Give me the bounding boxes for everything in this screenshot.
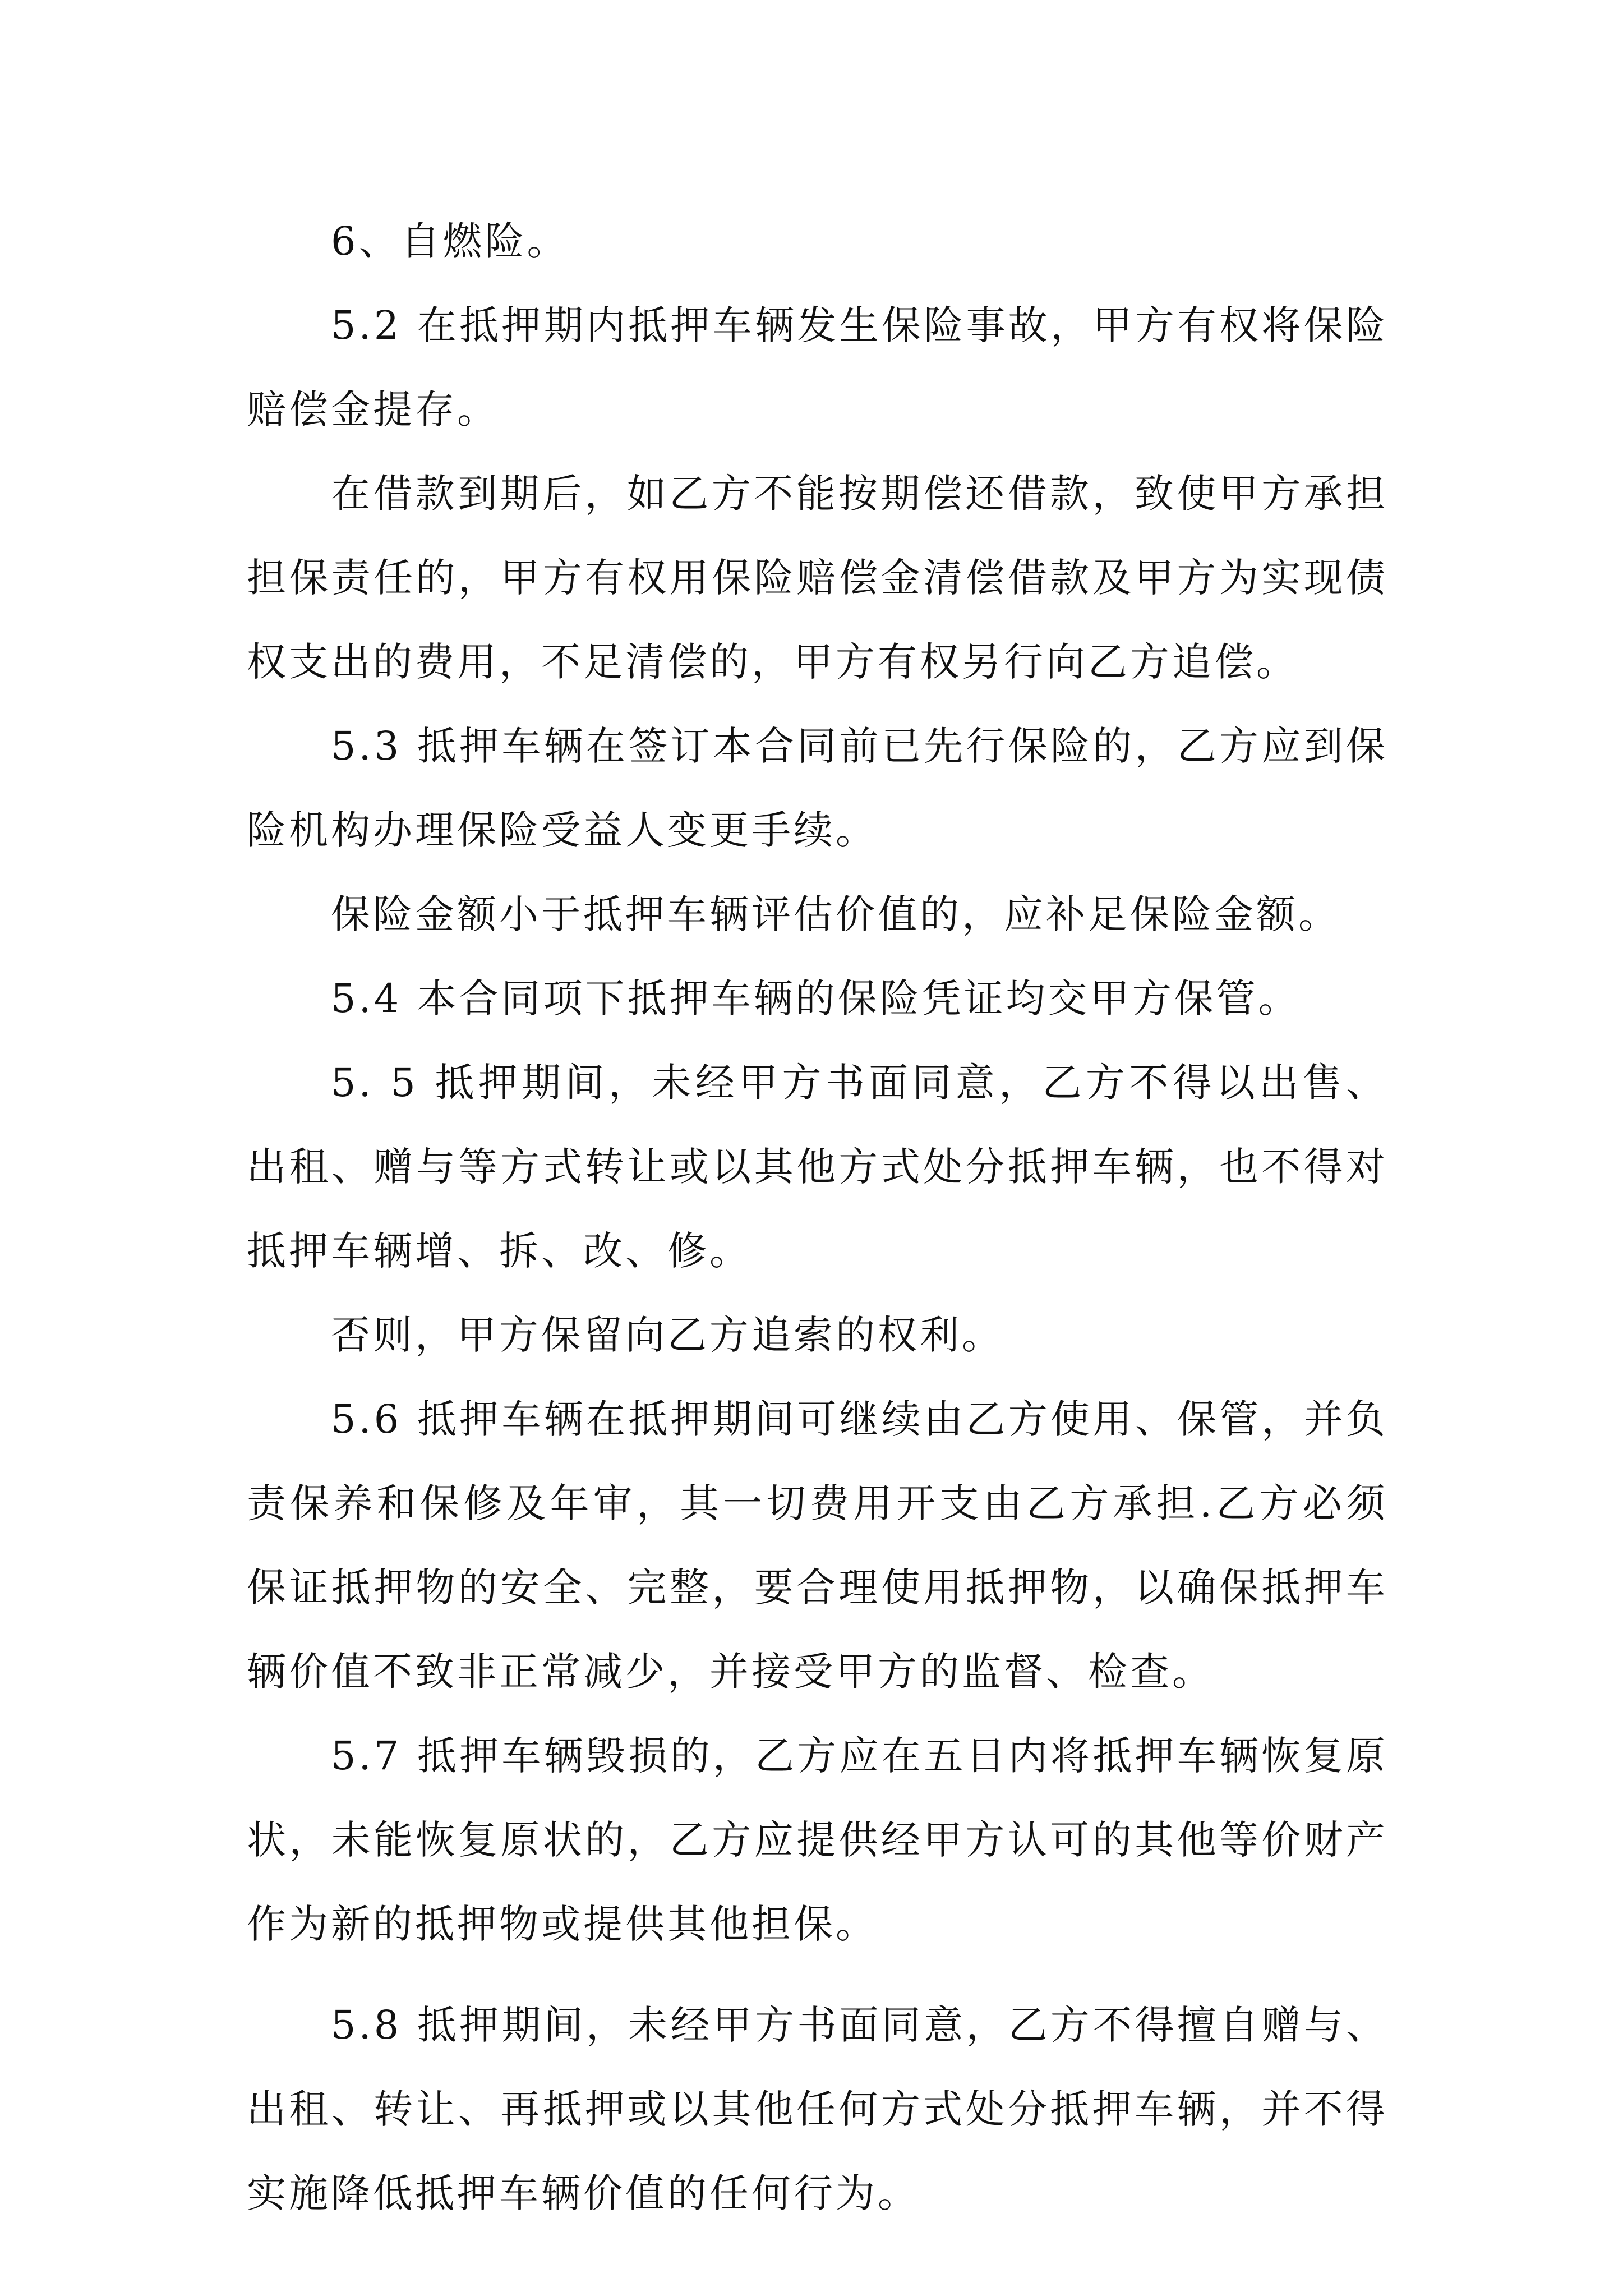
paragraph-item-6-self-ignition: 6、自燃险。 <box>331 218 569 264</box>
paragraph-clause-5-2-loan-due: 在借款到期后，如乙方不能按期偿还借款，致使甲方承担担保责任的，甲方有权用保险赔偿金清偿借款及甲方为实现债权支出的费用，不足清偿的，甲方有权另行向乙方追偿。 <box>247 471 1388 685</box>
paragraph-clause-5-5-otherwise: 否则，甲方保留向乙方追索的权利。 <box>331 1312 1004 1358</box>
paragraph-clause-5-3-insured-amount: 保险金额小于抵押车辆评估价值的，应补足保险金额。 <box>331 891 1340 937</box>
document-body <box>247 199 1388 2235</box>
paragraph-clause-5-4: 5.4 本合同项下抵押车辆的保险凭证均交甲方保管。 <box>331 976 1301 1022</box>
paragraph-clause-5-3: 5.3 抵押车辆在签订本合同前已先行保险的，乙方应到保险机构办理保险受益人变更手续。 <box>247 723 1388 853</box>
paragraph-clause-5-8: 5.8 抵押期间，未经甲方书面同意，乙方不得擅自赠与、出租、转让、再抵押或以其他任何方式处分抵押车辆，并不得实施降低抵押车辆价值的任何行为。 <box>247 2002 1388 2216</box>
paragraph-clause-5-5: 5. 5 抵押期间，未经甲方书面同意，乙方不得以出售、出租、赠与等方式转让或以其他方式处分抵押车辆，也不得对抵押车辆增、拆、改、修。 <box>247 1060 1388 1274</box>
paragraph-clause-5-2: 5.2 在抵押期内抵押车辆发生保险事故，甲方有权将保险赔偿金提存。 <box>247 302 1388 432</box>
paragraph-clause-5-7: 5.7 抵押车辆毁损的，乙方应在五日内将抵押车辆恢复原状，未能恢复原状的，乙方应提供经甲方认可的其他等价财产作为新的抵押物或提供其他担保。 <box>247 1733 1388 1947</box>
paragraph-clause-5-6: 5.6 抵押车辆在抵押期间可继续由乙方使用、保管，并负责保养和保修及年审，其一切费用开支由乙方承担.乙方必须保证抵押物的安全、完整，要合理使用抵押物，以确保抵押车辆价值不致非正常减少，并接受甲方的监督、检查。 <box>247 1396 1388 1695</box>
